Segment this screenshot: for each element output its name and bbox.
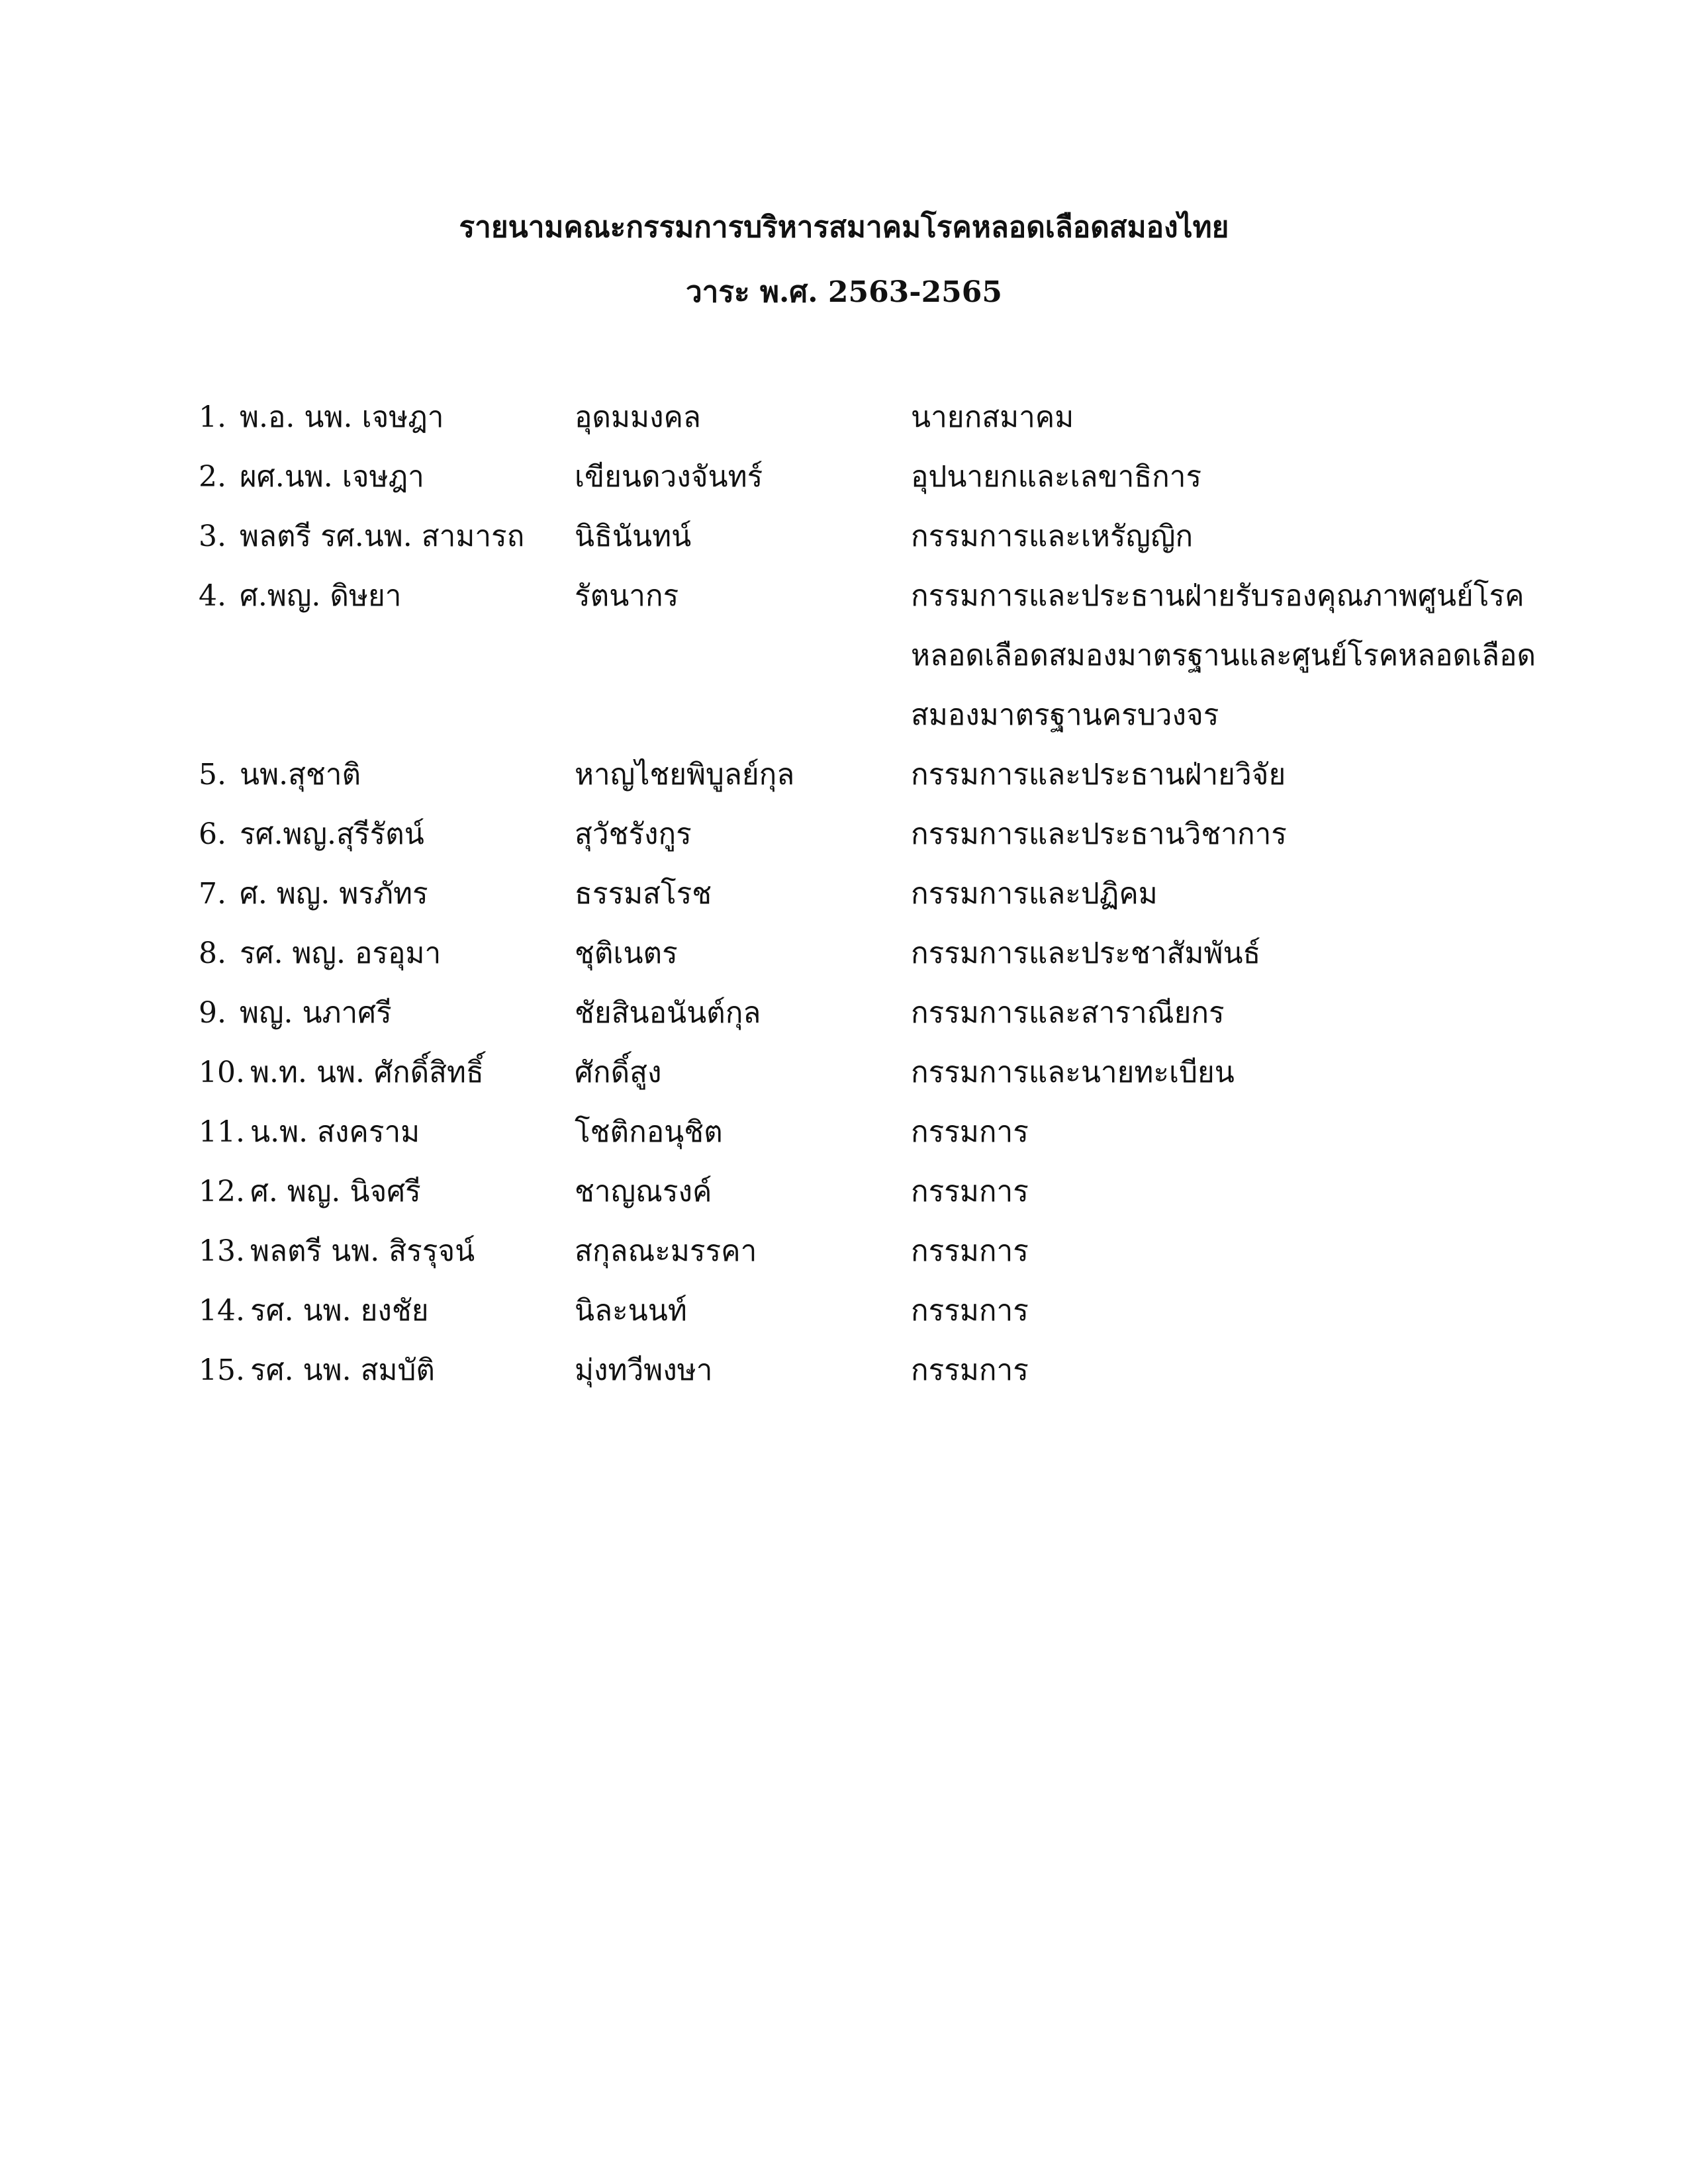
member-position	[911, 567, 1573, 745]
member-last-name: นิละนนท์	[575, 1294, 687, 1328]
member-position-line: กรรมการและปฏิคม	[911, 877, 1158, 911]
member-row	[0, 507, 1688, 567]
member-position-line: กรรมการ	[911, 1234, 1029, 1268]
member-number: 10.	[199, 1056, 245, 1089]
member-last-name: โชติกอนุชิต	[575, 1115, 723, 1149]
member-number: 3.	[199, 520, 226, 553]
member-position-line: กรรมการและสาราณียกร	[911, 996, 1225, 1030]
member-number: 14.	[199, 1294, 245, 1328]
member-number: 12.	[199, 1175, 245, 1208]
member-title-and-first-name: ศ.พญ. ดิษยา	[240, 579, 402, 613]
member-position-line: กรรมการ	[911, 1294, 1029, 1328]
committee-member-list	[0, 388, 1688, 1400]
member-last-name: สกุลณะมรรคา	[575, 1234, 757, 1268]
member-row	[0, 1103, 1688, 1162]
member-position	[911, 447, 1573, 507]
member-row	[0, 745, 1688, 805]
document-subtitle: วาระ พ.ศ. 2563-2565	[685, 275, 1003, 309]
member-position-line: กรรมการและเหรัญญิก	[911, 520, 1194, 553]
member-position	[911, 1281, 1573, 1341]
member-title-and-first-name: พ.ท. นพ. ศักดิ์สิทธิ์	[250, 1056, 484, 1089]
member-position	[911, 388, 1573, 447]
member-last-name: อุดมมงคล	[575, 400, 701, 434]
member-row	[0, 864, 1688, 924]
member-row	[0, 924, 1688, 983]
member-last-name: รัตนากร	[575, 579, 679, 613]
member-row	[0, 567, 1688, 745]
member-position	[911, 1103, 1573, 1162]
member-position-line: กรรมการและนายทะเบียน	[911, 1056, 1235, 1089]
member-title-and-first-name: นพ.สุชาติ	[240, 758, 361, 792]
member-number: 11.	[199, 1115, 245, 1149]
member-last-name: ศักดิ์สูง	[575, 1056, 662, 1089]
member-last-name: มุ่งทวีพงษา	[575, 1353, 713, 1387]
member-position	[911, 745, 1573, 805]
member-position-line: กรรมการ	[911, 1115, 1029, 1149]
document-title: รายนามคณะกรรมการบริหารสมาคมโรคหลอดเลือดสมองไทย	[459, 210, 1229, 244]
member-position	[911, 1222, 1573, 1281]
member-last-name: เขียนดวงจันทร์	[575, 460, 763, 494]
member-position-line: กรรมการ	[911, 1175, 1029, 1208]
member-row	[0, 447, 1688, 507]
member-row	[0, 1222, 1688, 1281]
member-title-and-first-name: รศ.พญ.สุรีรัตน์	[240, 817, 424, 851]
member-row	[0, 1162, 1688, 1222]
member-number: 4.	[199, 579, 226, 613]
member-title-and-first-name: น.พ. สงคราม	[250, 1115, 420, 1149]
member-number: 13.	[199, 1234, 245, 1268]
member-position-line: กรรมการและประชาสัมพันธ์	[911, 936, 1261, 970]
member-position	[911, 1341, 1573, 1400]
member-row	[0, 805, 1688, 864]
member-title-and-first-name: พลตรี นพ. สิรรุจน์	[250, 1234, 475, 1268]
member-number: 5.	[199, 758, 226, 792]
member-title-and-first-name: รศ. นพ. สมบัติ	[250, 1353, 435, 1387]
member-row	[0, 983, 1688, 1043]
member-number: 9.	[199, 996, 226, 1030]
member-position-line: หลอดเลือดสมองมาตรฐานและศูนย์โรคหลอดเลือด	[911, 639, 1536, 672]
member-title-and-first-name: รศ. พญ. อรอุมา	[240, 936, 442, 970]
member-position-line: กรรมการและประธานฝ่ายรับรองคุณภาพศูนย์โรค	[911, 579, 1524, 613]
member-position	[911, 983, 1573, 1043]
member-number: 2.	[199, 460, 226, 494]
member-last-name: สุวัชรังกูร	[575, 817, 692, 851]
member-number: 8.	[199, 936, 226, 970]
member-last-name: หาญไชยพิบูลย์กุล	[575, 758, 795, 792]
member-position	[911, 924, 1573, 983]
member-position-line: กรรมการและประธานวิชาการ	[911, 817, 1287, 851]
member-position	[911, 864, 1573, 924]
member-last-name: ชุติเนตร	[575, 936, 678, 970]
member-position	[911, 507, 1573, 567]
member-number: 6.	[199, 817, 226, 851]
member-title-and-first-name: พญ. นภาศรี	[240, 996, 392, 1030]
member-position-line: สมองมาตรฐานครบวงจร	[911, 698, 1219, 732]
member-title-and-first-name: พลตรี รศ.นพ. สามารถ	[240, 520, 525, 553]
member-title-and-first-name: ผศ.นพ. เจษฎา	[240, 460, 424, 494]
member-last-name: ชัยสินอนันต์กุล	[575, 996, 761, 1030]
member-last-name: ธรรมสโรช	[575, 877, 712, 911]
member-position-line: กรรมการและประธานฝ่ายวิจัย	[911, 758, 1286, 792]
member-last-name: นิธินันทน์	[575, 520, 692, 553]
member-title-and-first-name: รศ. นพ. ยงชัย	[250, 1294, 429, 1328]
member-row	[0, 1281, 1688, 1341]
member-number: 1.	[199, 400, 226, 434]
member-title-and-first-name: พ.อ. นพ. เจษฎา	[240, 400, 444, 434]
member-row	[0, 1043, 1688, 1103]
member-position	[911, 1043, 1573, 1103]
member-number: 15.	[199, 1353, 245, 1387]
member-number: 7.	[199, 877, 226, 911]
member-position-line: กรรมการ	[911, 1353, 1029, 1387]
member-position	[911, 805, 1573, 864]
member-last-name: ชาญณรงค์	[575, 1175, 712, 1208]
member-position-line: อุปนายกและเลขาธิการ	[911, 460, 1202, 494]
member-title-and-first-name: ศ. พญ. นิจศรี	[250, 1175, 421, 1208]
member-position-line: นายกสมาคม	[911, 400, 1074, 434]
member-title-and-first-name: ศ. พญ. พรภัทร	[240, 877, 428, 911]
member-position	[911, 1162, 1573, 1222]
member-row	[0, 388, 1688, 447]
member-row	[0, 1341, 1688, 1400]
